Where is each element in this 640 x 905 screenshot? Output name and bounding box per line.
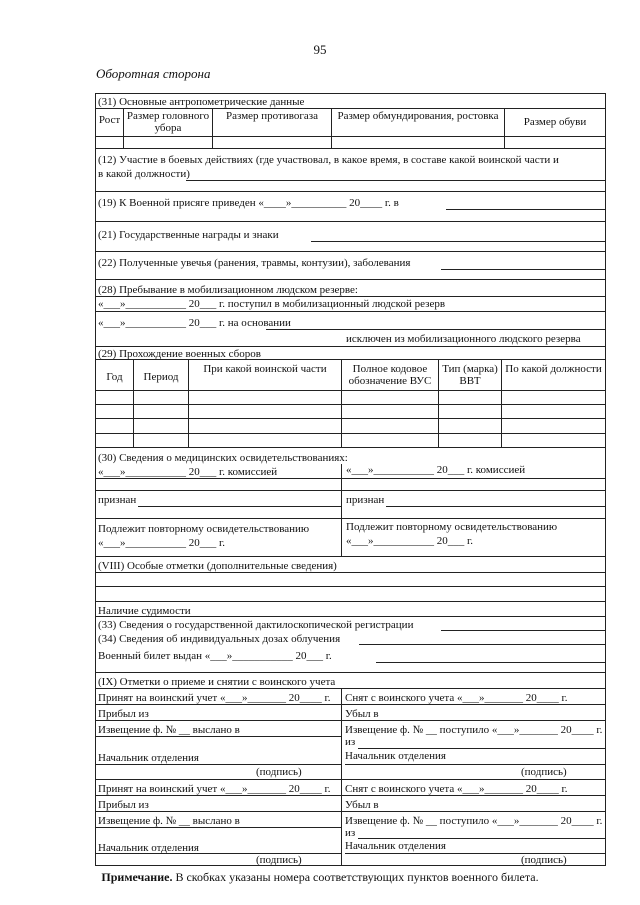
s9-arrived-2: Прибыл из	[98, 799, 149, 811]
s29-col-year: Год	[106, 371, 123, 383]
s9-notice-left-1: Извещение ф. № __ выслано в	[98, 724, 240, 736]
side-label: Оборотная сторона	[96, 66, 211, 81]
footnote-text: В скобках указаны номера соответствующих пунктов военного билета.	[172, 870, 539, 884]
s8-s34: (34) Сведения об индивидуальных дозах облучения	[98, 633, 341, 645]
s31-col-gasmask: Размер противогаза	[226, 110, 318, 122]
s31-col-shoes: Размер обуви	[523, 116, 587, 128]
s9-head-3: Начальник отделения	[98, 842, 199, 854]
s21-text: (21) Государственные награды и знаки	[98, 229, 279, 241]
s9-signature-4: (подпись)	[521, 854, 567, 866]
s31-col-height: Рост	[98, 114, 121, 126]
footnote-label: Примечание.	[101, 870, 173, 884]
s30-recognized-left: признан	[98, 494, 137, 506]
s9-accepted-1: Принят на воинский учет «___»_______ 20____ г.	[98, 692, 331, 704]
s8-issued: Военный билет выдан «___»___________ 20___ г.	[98, 650, 332, 662]
s9-accepted-2: Принят на воинский учет «___»_______ 20____ г.	[98, 783, 331, 795]
s30-right-date: «___»___________ 20___ г. комиссией	[346, 464, 526, 476]
s12-line2: в какой должности)	[98, 168, 190, 180]
s28-row1: «___»___________ 20___ г. поступил в мобилизационный людской резерв	[98, 298, 446, 310]
s9-left-from-1: Убыл в	[345, 708, 379, 720]
s29-col-period: Период	[143, 371, 179, 383]
s9-notice-left-2: Извещение ф. № __ выслано в	[98, 815, 240, 827]
s9-left-from-2: Убыл в	[345, 799, 379, 811]
s9-notice-right-1: Извещение ф. № __ поступило «___»_______ 20____ г.	[345, 724, 603, 736]
s29-col-position: По какой должности	[505, 363, 602, 375]
form-frame	[95, 93, 606, 866]
s29-col-vvt: Тип (марка) ВВТ	[442, 363, 498, 387]
s12-line1: (12) Участие в боевых действиях (где участвовал, в какое время, в составе какой воинской части и	[98, 154, 559, 166]
s9-removed-2: Снят с воинского учета «___»_______ 20____ г.	[345, 783, 568, 795]
s28-row3: исключен из мобилизационного людского резерва	[346, 333, 581, 345]
s28-row2: «___»___________ 20___ г. на основании	[98, 317, 291, 329]
s8-title: (VIII) Особые отметки (дополнительные сведения)	[98, 560, 337, 572]
s19-text: (19) К Военной присяге приведен «____»__________ 20____ г. в	[98, 197, 399, 209]
page-number: 95	[313, 42, 327, 57]
s9-title: (IX) Отметки о приеме и снятии с воинского учета	[98, 676, 336, 688]
s9-signature-2: (подпись)	[521, 766, 567, 778]
s9-arrived-1: Прибыл из	[98, 708, 149, 720]
s8-s33: (33) Сведения о государственной дактилоскопической регистрации	[98, 619, 414, 631]
footnote	[0, 870, 640, 885]
s29-col-unit: При какой воинской части	[203, 363, 327, 375]
s9-signature-3: (подпись)	[256, 854, 302, 866]
s9-head-1: Начальник отделения	[98, 752, 199, 764]
s8-criminal: Наличие судимости	[98, 605, 191, 617]
s30-title: (30) Сведения о медицинских освидетельствованиях:	[98, 452, 348, 464]
s28-title: (28) Пребывание в мобилизационном людском резерве:	[98, 284, 358, 296]
s9-notice-right-from-2: из	[345, 827, 356, 839]
s9-signature-1: (подпись)	[256, 766, 302, 778]
s30-reexam-left-date: «___»___________ 20___ г.	[98, 537, 226, 549]
s9-removed-1: Снят с воинского учета «___»_______ 20____ г.	[345, 692, 568, 704]
s31-col-headgear: Размер головного убора	[126, 110, 210, 134]
s29-col-vus: Полное кодовое обозначение ВУС	[348, 363, 432, 387]
s29-title: (29) Прохождение военных сборов	[98, 348, 261, 360]
s22-text: (22) Полученные увечья (ранения, травмы, контузии), заболевания	[98, 257, 411, 269]
s30-reexam-left: Подлежит повторному освидетельствованию	[98, 523, 310, 535]
s9-notice-right-from-1: из	[345, 736, 356, 748]
s31-col-uniform: Размер обмундирования, ростовка	[337, 110, 499, 122]
s31-title: (31) Основные антропометрические данные	[98, 96, 305, 108]
s9-head-4: Начальник отделения	[345, 840, 446, 852]
s9-head-2: Начальник отделения	[345, 750, 446, 762]
s30-left-date: «___»___________ 20___ г. комиссией	[98, 466, 278, 478]
s30-reexam-right: Подлежит повторному освидетельствованию	[346, 521, 558, 533]
s9-notice-right-2: Извещение ф. № __ поступило «___»_______ 20____ г.	[345, 815, 603, 827]
s30-reexam-right-date: «___»___________ 20___ г.	[346, 535, 474, 547]
s30-recognized-right: признан	[346, 494, 385, 506]
